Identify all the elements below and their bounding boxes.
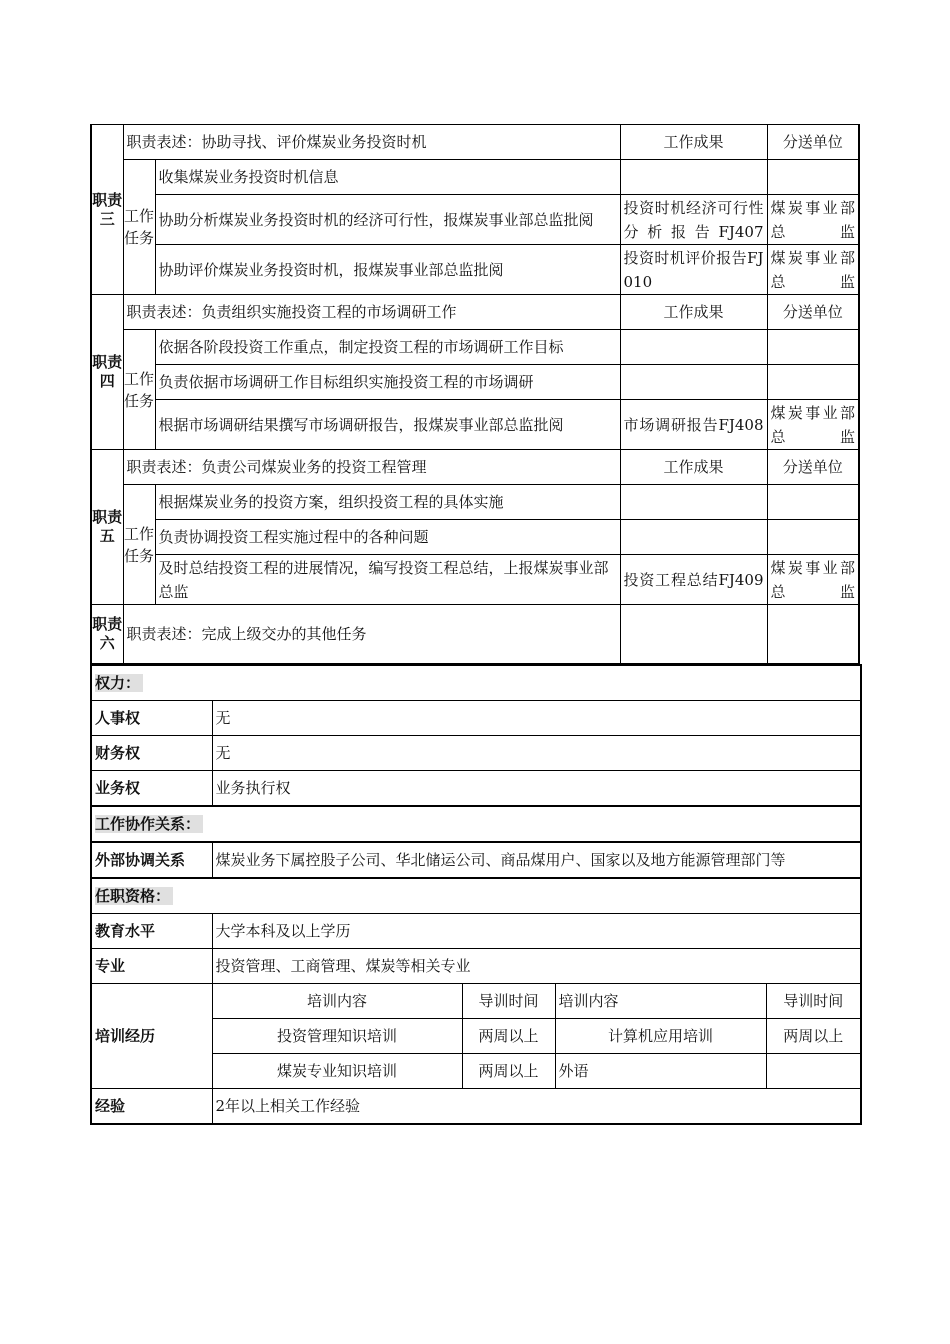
cooperation-title: 工作协作关系：	[95, 815, 203, 833]
section-row	[91, 665, 861, 701]
major-value: 投资管理、工商管理、煤炭等相关专业	[212, 949, 861, 984]
task-dept	[767, 485, 859, 520]
education-value: 大学本科及以上学历	[212, 914, 861, 949]
task-text: 依据各阶段投资工作重点，制定投资工程的市场调研工作目标	[155, 330, 620, 365]
training-content: 投资管理知识培训	[212, 1019, 462, 1054]
cooperation-value: 煤炭业务下属控股子公司、华北储运公司、商品煤用户、国家以及地方能源管理部门等	[212, 842, 861, 878]
duty-statement-row	[91, 450, 859, 485]
cooperation-label: 外部协调关系	[91, 842, 212, 878]
duty-statement-row	[91, 605, 859, 664]
task-row	[91, 520, 859, 555]
task-row	[91, 485, 859, 520]
training-time-header: 导训时间	[766, 984, 861, 1019]
task-dept	[767, 330, 859, 365]
power-row	[91, 701, 861, 736]
experience-value: 2年以上相关工作经验	[212, 1089, 861, 1125]
training-time: 两周以上	[766, 1019, 861, 1054]
section-row	[91, 878, 861, 914]
task-result: 投资时机评价报告FJ010	[620, 245, 767, 295]
power-value: 业务执行权	[212, 771, 861, 807]
job-description-document	[90, 124, 860, 1125]
section-title	[91, 806, 861, 842]
cooperation-row	[91, 842, 861, 878]
dept-header: 分送单位	[767, 295, 859, 330]
qualification-table	[90, 664, 862, 1125]
task-result	[620, 330, 767, 365]
training-label: 培训经历	[91, 984, 212, 1089]
training-content: 外语	[555, 1054, 766, 1089]
task-row	[91, 160, 859, 195]
result-header: 工作成果	[620, 125, 767, 160]
duty-statement: 职责表述：负责公司煤炭业务的投资工程管理	[123, 450, 620, 485]
section-title	[91, 878, 861, 914]
task-text: 协助分析煤炭业务投资时机的经济可行性，报煤炭事业部总监批阅	[155, 195, 620, 245]
task-row	[91, 400, 859, 450]
qualification-title: 任职资格：	[95, 887, 173, 905]
task-result	[620, 365, 767, 400]
power-label: 人事权	[91, 701, 212, 736]
task-text: 根据煤炭业务的投资方案，组织投资工程的具体实施	[155, 485, 620, 520]
task-label: 工作任务	[123, 160, 155, 295]
task-label: 工作任务	[123, 330, 155, 450]
task-result	[620, 520, 767, 555]
task-dept	[767, 365, 859, 400]
duty-label: 职责三	[91, 125, 123, 295]
task-text: 负责依据市场调研工作目标组织实施投资工程的市场调研	[155, 365, 620, 400]
task-result	[620, 485, 767, 520]
task-dept: 煤炭事业部总监	[767, 400, 859, 450]
training-header-row	[91, 984, 861, 1019]
duty-label: 职责四	[91, 295, 123, 450]
task-result	[620, 605, 767, 664]
task-label: 工作任务	[123, 485, 155, 605]
result-header: 工作成果	[620, 295, 767, 330]
training-time: 两周以上	[462, 1054, 555, 1089]
dept-header: 分送单位	[767, 450, 859, 485]
task-text: 负责协调投资工程实施过程中的各种问题	[155, 520, 620, 555]
duty-statement: 职责表述：协助寻找、评价煤炭业务投资时机	[123, 125, 620, 160]
training-content: 计算机应用培训	[555, 1019, 766, 1054]
education-row	[91, 914, 861, 949]
experience-row	[91, 1089, 861, 1125]
duty-statement-row	[91, 125, 859, 160]
training-content-header: 培训内容	[212, 984, 462, 1019]
task-text: 协助评价煤炭业务投资时机，报煤炭事业部总监批阅	[155, 245, 620, 295]
duty-label: 职责六	[91, 605, 123, 664]
training-content: 煤炭专业知识培训	[212, 1054, 462, 1089]
dept-header: 分送单位	[767, 125, 859, 160]
task-dept: 煤炭事业部总监	[767, 245, 859, 295]
major-row	[91, 949, 861, 984]
power-value: 无	[212, 701, 861, 736]
task-dept: 煤炭事业部总监	[767, 555, 859, 605]
task-row	[91, 330, 859, 365]
section-title	[91, 665, 861, 701]
duties-table	[90, 124, 860, 664]
training-time	[766, 1054, 861, 1089]
duty-statement-row	[91, 295, 859, 330]
power-title: 权力：	[95, 674, 143, 692]
task-dept: 煤炭事业部总监	[767, 195, 859, 245]
task-row	[91, 195, 859, 245]
training-time-header: 导训时间	[462, 984, 555, 1019]
task-result: 市场调研报告FJ408	[620, 400, 767, 450]
task-result	[620, 160, 767, 195]
task-result: 投资时机经济可行性分析报告FJ407	[620, 195, 767, 245]
training-content-header: 培训内容	[555, 984, 766, 1019]
section-row	[91, 806, 861, 842]
task-dept	[767, 160, 859, 195]
task-row	[91, 365, 859, 400]
task-result: 投资工程总结FJ409	[620, 555, 767, 605]
duty-statement: 职责表述：完成上级交办的其他任务	[123, 605, 620, 664]
power-row	[91, 736, 861, 771]
task-row	[91, 555, 859, 605]
task-dept	[767, 605, 859, 664]
training-time: 两周以上	[462, 1019, 555, 1054]
power-label: 财务权	[91, 736, 212, 771]
power-row	[91, 771, 861, 807]
task-text: 及时总结投资工程的进展情况，编写投资工程总结，上报煤炭事业部总监	[155, 555, 620, 605]
education-label: 教育水平	[91, 914, 212, 949]
experience-label: 经验	[91, 1089, 212, 1125]
task-text: 根据市场调研结果撰写市场调研报告，报煤炭事业部总监批阅	[155, 400, 620, 450]
duty-label: 职责五	[91, 450, 123, 605]
task-text: 收集煤炭业务投资时机信息	[155, 160, 620, 195]
task-dept	[767, 520, 859, 555]
task-row	[91, 245, 859, 295]
duty-statement: 职责表述：负责组织实施投资工程的市场调研工作	[123, 295, 620, 330]
power-value: 无	[212, 736, 861, 771]
major-label: 专业	[91, 949, 212, 984]
power-label: 业务权	[91, 771, 212, 807]
result-header: 工作成果	[620, 450, 767, 485]
